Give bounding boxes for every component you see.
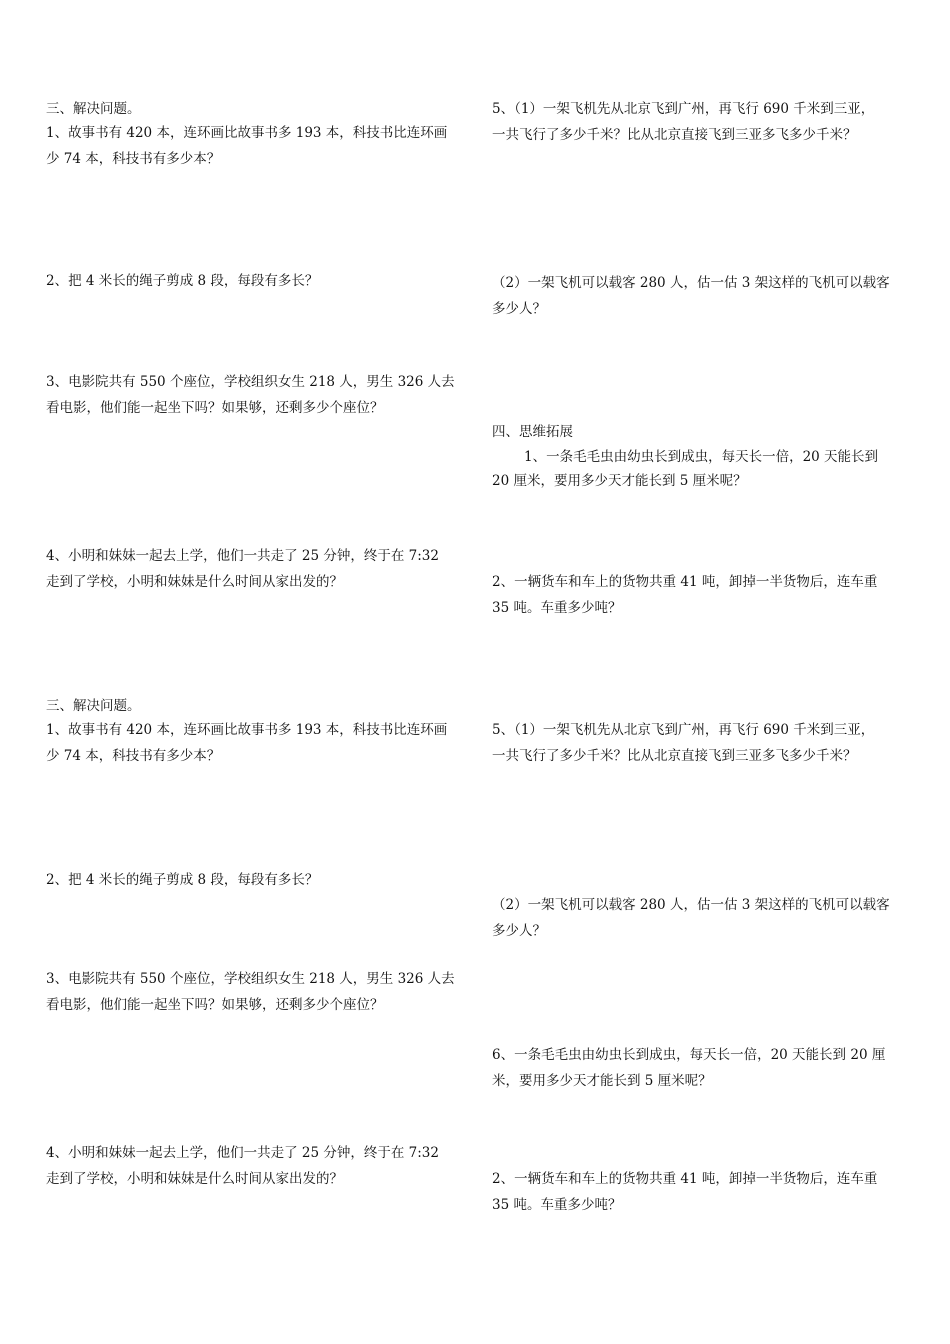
question-3-line-2: 看电影，他们能一起坐下吗？如果够，还剩多少个座位？ [46,997,384,1013]
question-6-line-1: 6、一条毛毛虫由幼虫长到成虫，每天长一倍，20 天能长到 20 厘 [492,1047,886,1063]
question-5-line-2: 一共飞行了多少千米？比从北京直接飞到三亚多飞多少千米？ [492,748,857,764]
section-heading: 三、解决问题。 [46,698,141,714]
question-3-line-2: 看电影，他们能一起坐下吗？如果够，还剩多少个座位？ [46,400,384,416]
question-5b-line-1: （2）一架飞机可以载客 280 人，估一估 3 架这样的飞机可以载客 [492,275,890,291]
extension-2-line-2: 35 吨。车重多少吨？ [492,600,622,616]
question-1-line-1: 1、故事书有 420 本，连环画比故事书多 193 本，科技书比连环画 [46,722,448,738]
question-2-line-1: 2、把 4 米长的绳子剪成 8 段，每段有多长？ [46,872,319,888]
question-5-line-1: 5、（1）一架飞机先从北京飞到广州，再飞行 690 千米到三亚， [492,722,875,738]
question-4-line-1: 4、小明和妹妹一起去上学，他们一共走了 25 分钟，终于在 7:32 [46,1145,439,1161]
question-5b-line-2: 多少人？ [492,301,546,317]
section-heading: 三、解决问题。 [46,101,141,117]
extension-2-line-1: 2、一辆货车和车上的货物共重 41 吨，卸掉一半货物后，连车重 [492,1171,878,1187]
question-1-line-1: 1、故事书有 420 本，连环画比故事书多 193 本，科技书比连环画 [46,125,448,141]
extension-1-line-2: 20 厘米，要用多少天才能长到 5 厘米呢？ [492,473,747,489]
question-3-line-1: 3、电影院共有 550 个座位，学校组织女生 218 人，男生 326 人去 [46,971,455,987]
question-6-line-2: 米，要用多少天才能长到 5 厘米呢？ [492,1073,712,1089]
question-3-line-1: 3、电影院共有 550 个座位，学校组织女生 218 人，男生 326 人去 [46,374,455,390]
question-4-line-2: 走到了学校，小明和妹妹是什么时间从家出发的？ [46,1171,343,1187]
question-4-line-1: 4、小明和妹妹一起去上学，他们一共走了 25 分钟，终于在 7:32 [46,548,439,564]
question-5-line-2: 一共飞行了多少千米？比从北京直接飞到三亚多飞多少千米？ [492,127,857,143]
question-5b-line-2: 多少人？ [492,923,546,939]
section-heading: 四、思维拓展 [492,424,573,440]
extension-1-line-1: 1、一条毛毛虫由幼虫长到成虫，每天长一倍，20 天能长到 [524,449,879,465]
question-1-line-2: 少 74 本，科技书有多少本？ [46,151,221,167]
question-5b-line-1: （2）一架飞机可以载客 280 人，估一估 3 架这样的飞机可以载客 [492,897,890,913]
question-2-line-1: 2、把 4 米长的绳子剪成 8 段，每段有多长？ [46,273,319,289]
question-1-line-2: 少 74 本，科技书有多少本？ [46,748,221,764]
question-5-line-1: 5、（1）一架飞机先从北京飞到广州，再飞行 690 千米到三亚， [492,101,875,117]
question-4-line-2: 走到了学校，小明和妹妹是什么时间从家出发的？ [46,574,343,590]
extension-2-line-1: 2、一辆货车和车上的货物共重 41 吨，卸掉一半货物后，连车重 [492,574,878,590]
extension-2-line-2: 35 吨。车重多少吨？ [492,1197,622,1213]
